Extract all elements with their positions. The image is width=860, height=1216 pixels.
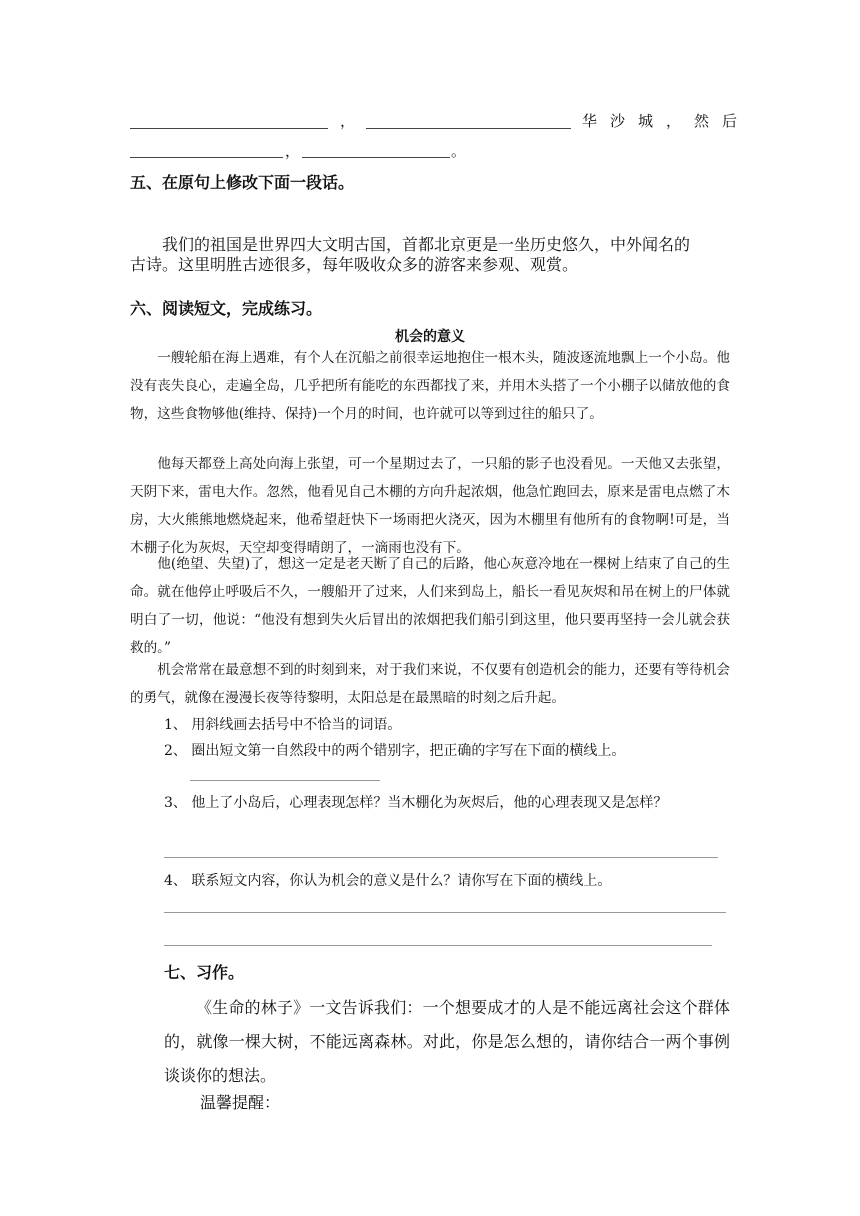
question-2: 2、 圈出短文第一自然段中的两个错别字，把正确的字写在下面的横线上。 — [164, 743, 626, 759]
blank-text-mid: 华沙城，然后 — [582, 112, 751, 130]
blank-line-3[interactable] — [130, 157, 283, 158]
comma-2: ， — [285, 142, 301, 160]
answer-line-q4b[interactable] — [164, 945, 712, 946]
answer-line-q4a[interactable] — [164, 912, 726, 913]
answer-line-q3[interactable] — [164, 857, 718, 858]
section5-para-line2: 古诗。这里明胜古迹很多，每年吸收众多的游客来参观、观赏。 — [130, 255, 579, 274]
section6-heading: 六、阅读短文，完成练习。 — [130, 299, 323, 318]
blank-line-2[interactable] — [366, 128, 571, 129]
essay-prompt: 《生命的林子》一文告诉我们：一个想要成才的人是不能远离社会这个群体的，就像一棵大树，不能远离森林。对此，你是怎么想的，请你结合一两个事例谈谈你的想法。 — [164, 998, 730, 1085]
question-4: 4、 联系短文内容，你认为机会的意义是什么？请你写在下面的横线上。 — [164, 873, 612, 889]
question-1: 1、 用斜线画去括号中不恰当的词语。 — [164, 717, 402, 733]
blank-line-1[interactable] — [130, 128, 328, 129]
article-paragraph: 他每天都登上高处向海上张望，可一个星期过去了，一只船的影子也没看见。一天他又去张望，天阴下来，雷电大作。忽然，他看见自己木棚的方向升起浓烟，他急忙跑回去，原来是雷电点燃了木房，大火熊熊地燃烧起来，他希望赶快下一场雨把火浇灭，因为木棚里有他所有的食物啊!可是，当木棚子化为灰烬，天空却变得晴朗了，一滴雨也没有下。 — [130, 456, 730, 556]
question-3: 3、 他上了小岛后，心理表现怎样？当木棚化为灰烬后，他的心理表现又是怎样？ — [164, 795, 668, 811]
section5-para-line1: 我们的祖国是世界四大文明古国，首都北京更是一坐历史悠久，中外闻名的 — [162, 235, 691, 254]
section7-heading: 七、习作。 — [164, 963, 245, 982]
essay-tip: 温馨提醒： — [200, 1093, 281, 1112]
blank-line-4[interactable] — [302, 157, 450, 158]
section5-heading: 五、在原句上修改下面一段话。 — [130, 173, 355, 192]
article-paragraph: 机会常常在最意想不到的时刻到来，对于我们来说，不仅要有创造机会的能力，还要有等待机会的勇气，就像在漫漫长夜等待黎明，太阳总是在最黑暗的时刻之后升起。 — [130, 662, 730, 706]
comma-1: ， — [340, 112, 356, 130]
answer-line-q2[interactable] — [190, 780, 380, 781]
article-title: 机会的意义 — [395, 329, 465, 345]
article-paragraph: 一艘轮船在海上遇难，有个人在沉船之前很幸运地抱住一根木头，随波逐流地飘上一个小岛。他没有丧失良心，走遍全岛，几乎把所有能吃的东西都找了来，并用木头搭了一个小棚子以储放他的食物，这些食物够他(维持、保持)一个月的时间，也许就可以等到过往的船只了。 — [130, 350, 730, 422]
period: 。 — [451, 142, 467, 160]
article-paragraph: 他(绝望、失望)了，想这一定是老天断了自己的后路，他心灰意冷地在一棵树上结束了自己的生命。就在他停止呼吸后不久，一艘船开了过来，人们来到岛上，船长一看见灰烬和吊在树上的尸体就明白了一切，他说：“他没有想到失火后冒出的浓烟把我们船引到这里，他只要再坚持一会儿就会获救的。” — [130, 556, 730, 656]
